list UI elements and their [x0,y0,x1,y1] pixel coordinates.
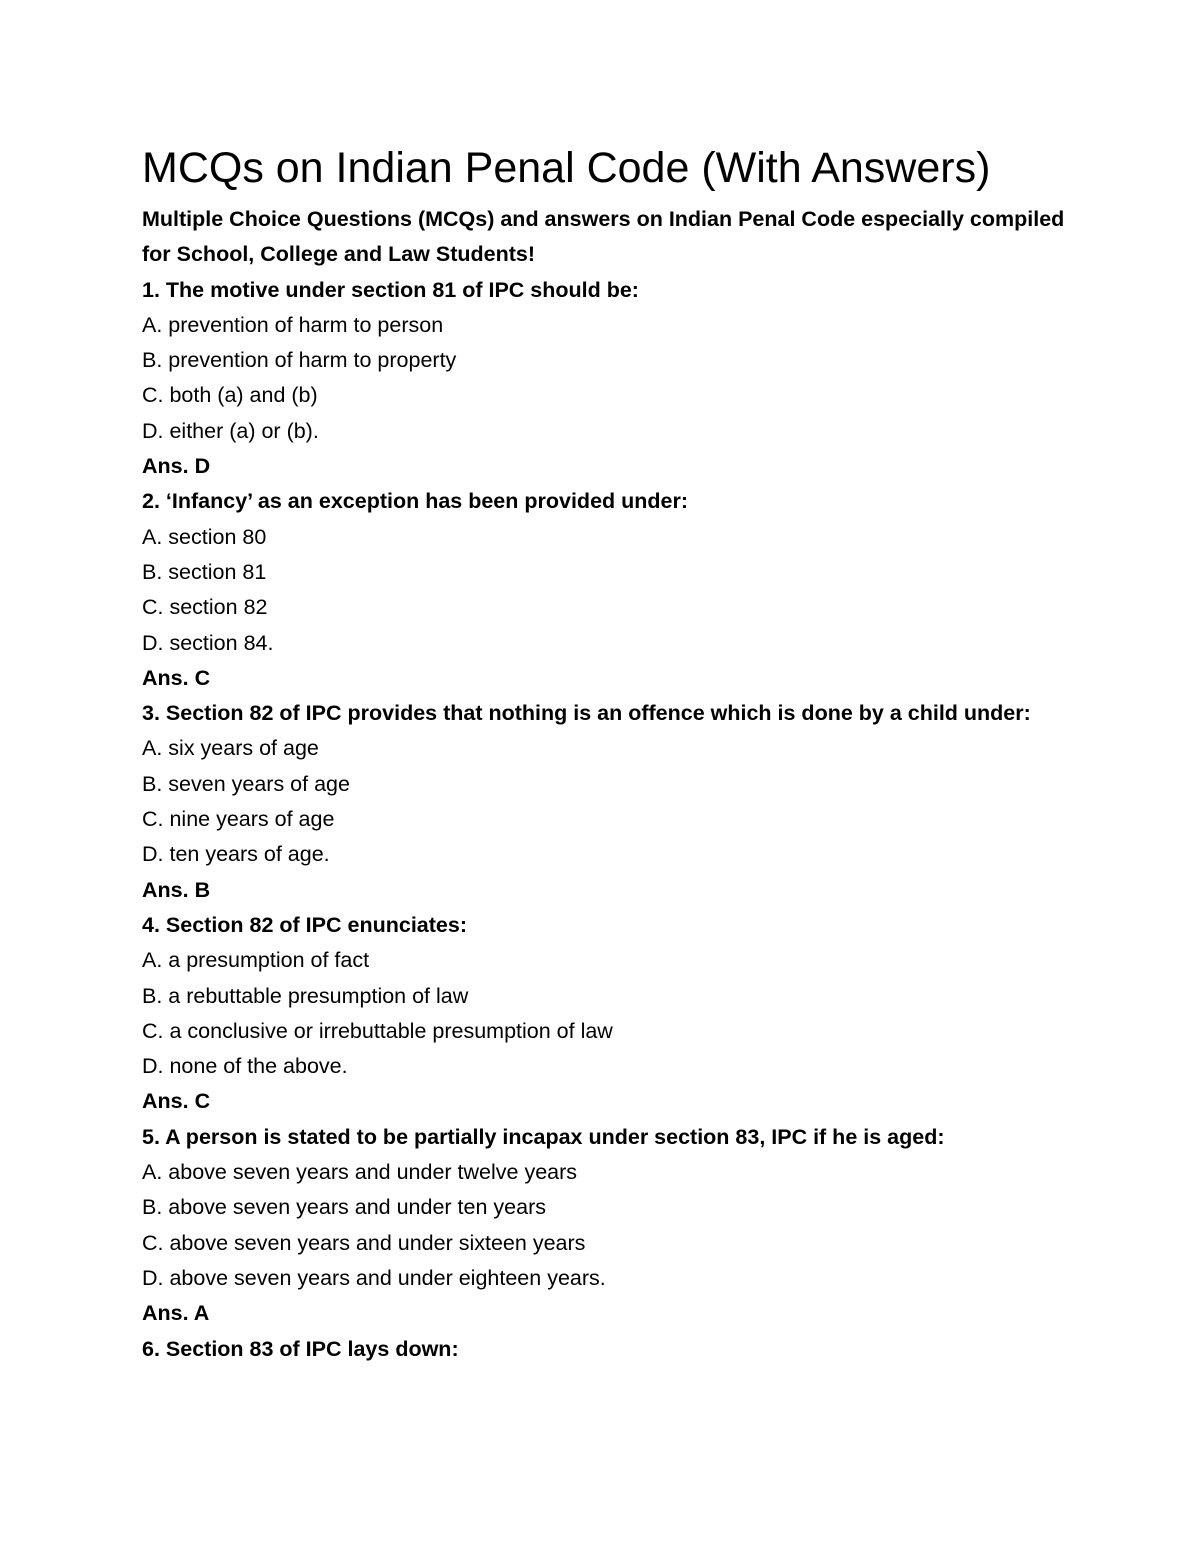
question-block-2 [142,484,1072,696]
option-b: B. prevention of harm to property [142,348,457,373]
page-title: MCQs on Indian Penal Code (With Answers) [142,144,991,192]
answer-text: Ans. D [142,454,211,479]
question-text: 4. Section 82 of IPC enunciates: [142,912,467,937]
option-b: B. seven years of age [142,771,350,796]
option-d: D. none of the above. [142,1054,348,1079]
option-a: A. above seven years and under twelve years [142,1160,578,1185]
option-d: D. ten years of age. [142,842,330,867]
option-c: C. a conclusive or irrebuttable presumption of law [142,1018,613,1043]
option-c: C. both (a) and (b) [142,383,318,408]
option-b: B. a rebuttable presumption of law [142,983,469,1008]
answer-text: Ans. B [142,877,211,902]
answer-text: Ans. A [142,1301,210,1326]
option-a: A. a presumption of fact [142,948,370,973]
question-text: 5. A person is stated to be partially incapax under section 83, IPC if he is aged: [142,1124,945,1149]
option-b: B. above seven years and under ten years [142,1195,546,1220]
question-text: 2. ‘Infancy’ as an exception has been provided under: [142,489,689,514]
question-text: 3. Section 82 of IPC provides that nothing is an offence which is done by a child under: [142,701,1031,726]
answer-text: Ans. C [142,665,211,690]
option-d: D. above seven years and under eighteen years. [142,1265,606,1290]
question-block-1 [142,273,1072,485]
question-text: 1. The motive under section 81 of IPC should be: [142,277,639,302]
option-c: C. nine years of age [142,807,335,832]
intro-text: Multiple Choice Questions (MCQs) and answers on Indian Penal Code especially compiled for School, College and Law Students! [142,207,1065,267]
option-c: C. above seven years and under sixteen years [142,1230,586,1255]
option-c: C. section 82 [142,595,268,620]
question-block-6 [142,1332,1072,1367]
question-block-4 [142,908,1072,1120]
option-d: D. either (a) or (b). [142,418,319,443]
question-block-3 [142,696,1072,908]
option-d: D. section 84. [142,630,274,655]
document-page [142,140,1072,1367]
option-b: B. section 81 [142,559,267,584]
option-a: A. prevention of harm to person [142,312,444,337]
question-text: 6. Section 83 of IPC lays down: [142,1336,459,1361]
option-a: A. six years of age [142,736,319,761]
option-a: A. section 80 [142,524,267,549]
question-block-5 [142,1120,1072,1332]
answer-text: Ans. C [142,1089,211,1114]
